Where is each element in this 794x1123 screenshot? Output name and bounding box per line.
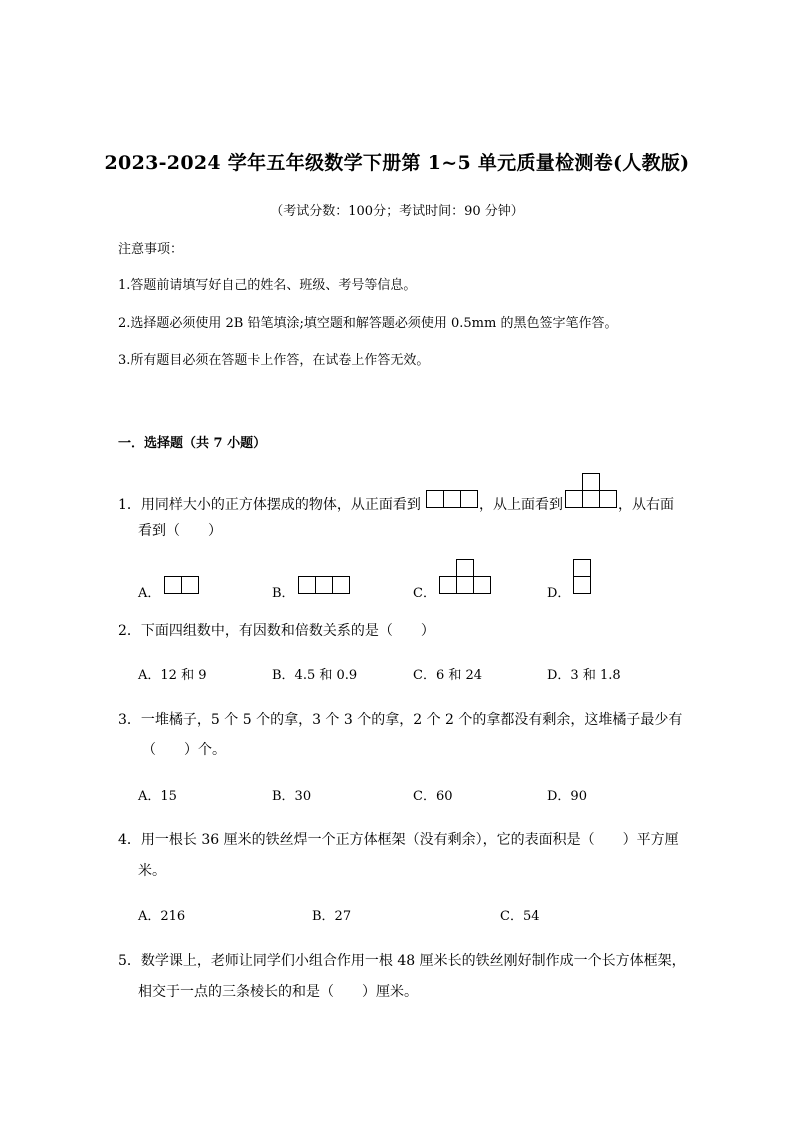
question-1-text-a: 1．用同样大小的正方体摆成的物体，从正面看到 (118, 497, 421, 513)
question-1-text-b: ，从上面看到 (479, 497, 563, 513)
note-item-1: 1.答题前请填写好自己的姓名、班级、考号等信息。 (118, 278, 417, 293)
q1-option-a-figure (164, 576, 199, 594)
question-3-text-line2: （ ）个。 (142, 742, 226, 758)
q4-option-a: A．216 (138, 909, 186, 924)
top-view-figure (565, 473, 617, 508)
question-4-text-line2: 米。 (138, 863, 166, 879)
question-1-text-c: ，从右面 (618, 497, 674, 513)
q1-option-c-figure (439, 559, 491, 594)
q2-option-b: B．4.5 和 0.9 (272, 668, 358, 683)
question-3-text: 3．一堆橘子，5 个 5 个的拿，3 个 3 个的拿，2 个 2 个的拿都没有剩余，这堆橘子最少有 (118, 712, 683, 728)
front-view-figure (426, 490, 478, 508)
q2-option-a: A．12 和 9 (138, 668, 207, 683)
q2-option-c: C．6 和 24 (413, 668, 483, 683)
q1-option-b-figure (298, 576, 350, 594)
q1-option-a-label: A． (138, 586, 161, 601)
q1-option-c-label: C． (413, 586, 436, 601)
question-4-text: 4．用一根长 36 厘米的铁丝焊一个正方体框架（没有剩余），它的表面积是（ ）平方厘 (118, 832, 679, 848)
q4-option-c: C．54 (500, 909, 540, 924)
q1-option-d-figure (573, 559, 591, 594)
q4-option-b: B．27 (312, 909, 352, 924)
question-5-text: 5．数学课上，老师让同学们小组合作用一根 48 厘米长的铁丝刚好制作成一个长方体框架， (118, 953, 686, 969)
note-item-3: 3.所有题目必须在答题卡上作答，在试卷上作答无效。 (118, 353, 430, 368)
question-5-text-line2: 相交于一点的三条棱长的和是（ ）厘米。 (138, 984, 418, 1000)
notes-heading: 注意事项： (118, 242, 184, 257)
exam-info: （考试分数：100分；考试时间：90 分钟） (270, 204, 524, 219)
q2-option-d: D．3 和 1.8 (547, 668, 621, 683)
note-item-2: 2.选择题必须使用 2B 铅笔填涂;填空题和解答题必须使用 0.5mm 的黑色签字笔作答。 (118, 316, 618, 331)
page-title: 2023-2024 学年五年级数学下册第 1~5 单元质量检测卷(人教版) (104, 152, 690, 174)
q1-option-b-label: B． (272, 586, 295, 601)
section-heading: 一．选择题（共 7 小题） (118, 436, 267, 451)
q3-option-a: A．15 (138, 789, 177, 804)
question-1-text-line2: 看到（ ） (138, 523, 222, 539)
q3-option-b: B．30 (272, 789, 312, 804)
q1-option-d-label: D． (547, 586, 571, 601)
q3-option-c: C．60 (413, 789, 453, 804)
question-2-text: 2．下面四组数中，有因数和倍数关系的是（ ） (118, 623, 435, 639)
q3-option-d: D．90 (547, 789, 587, 804)
